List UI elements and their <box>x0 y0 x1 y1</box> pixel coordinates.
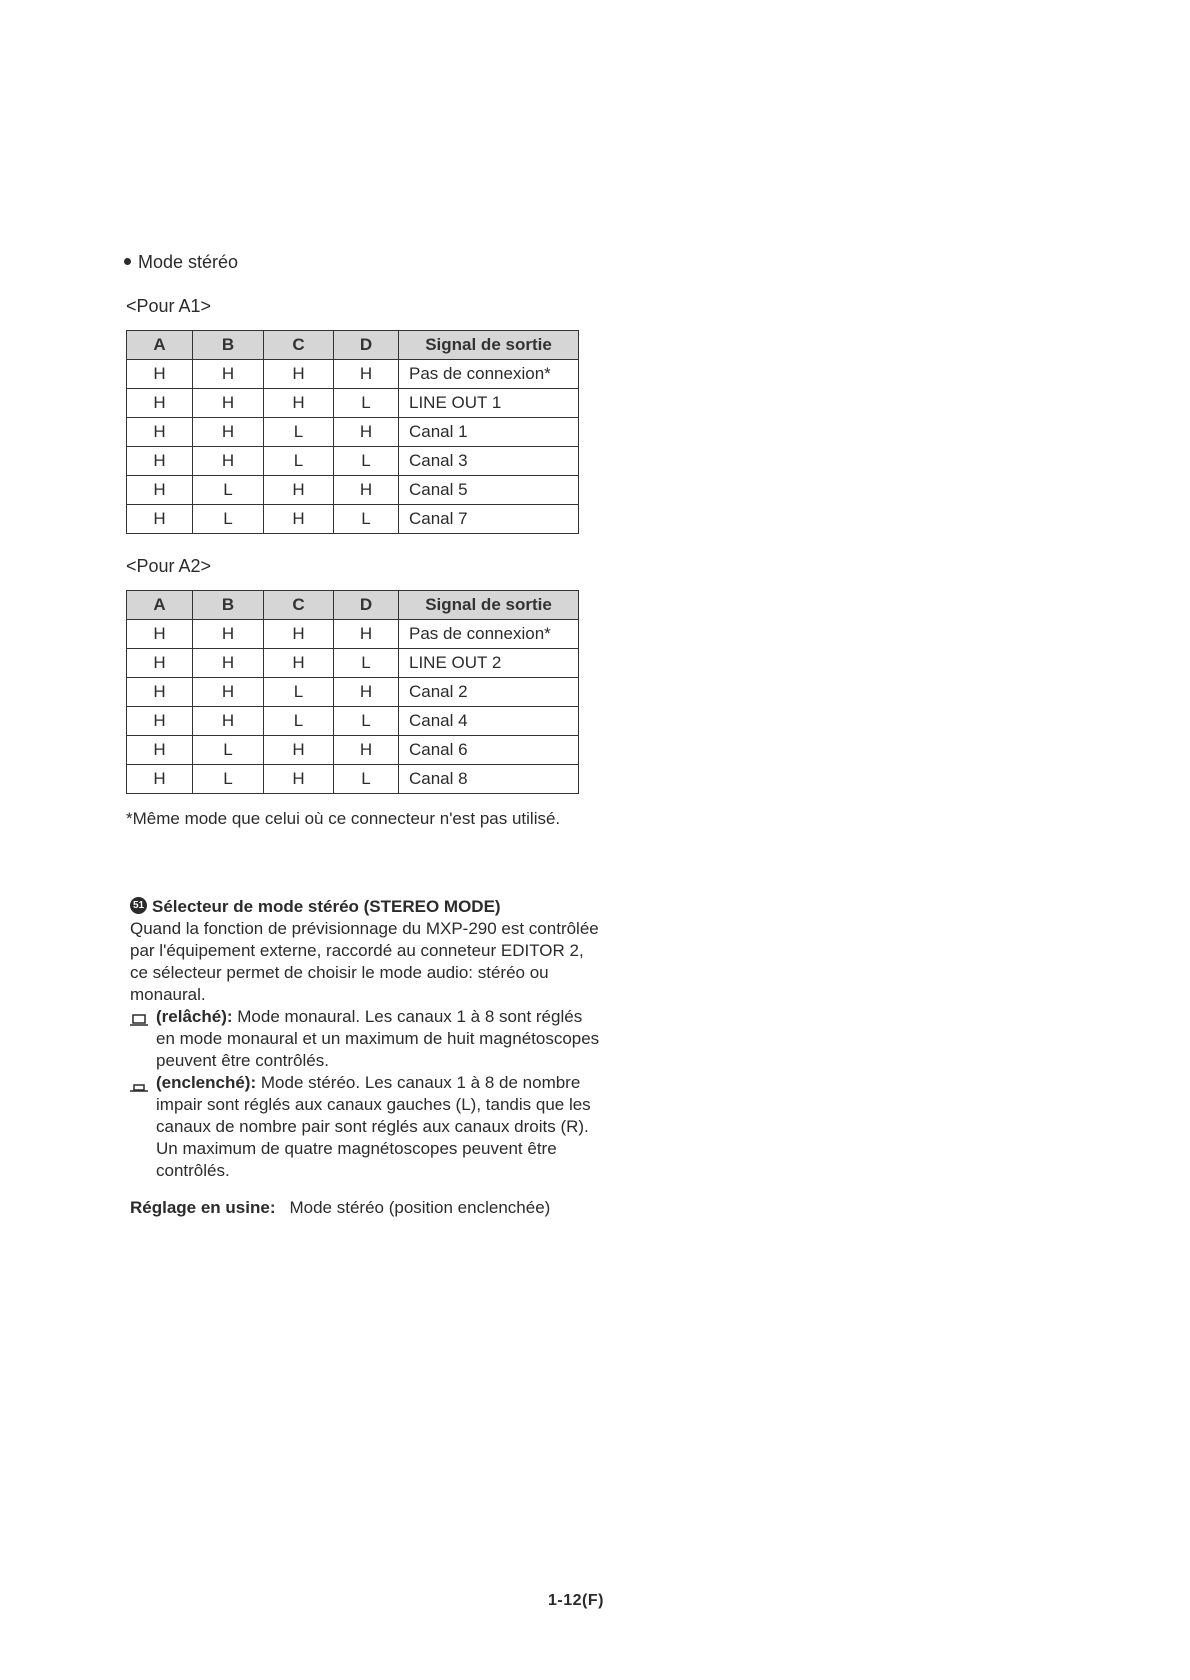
table-cell: L <box>193 505 264 534</box>
table-cell: Canal 7 <box>399 505 579 534</box>
table-cell: Canal 2 <box>399 678 579 707</box>
table-cell: H <box>193 418 264 447</box>
table-cell: H <box>127 505 193 534</box>
footnote: *Même mode que celui où ce connecteur n'est pas utilisé. <box>126 809 561 828</box>
table-a2 <box>126 590 579 794</box>
stereo-mode-section <box>130 896 600 1182</box>
table-a1 <box>126 330 579 534</box>
table-row <box>127 447 579 476</box>
table-cell: H <box>264 649 334 678</box>
option-released-text: Mode monaural. Les canaux 1 à 8 sont réglés en mode monaural et un maximum de huit magnétoscopes peuvent être contrôlés. <box>156 1007 600 1070</box>
factory-setting-value: Mode stéréo (position enclenchée) <box>289 1198 551 1217</box>
table-a2-caption: <Pour A2> <box>126 556 212 576</box>
column-header: D <box>334 591 399 620</box>
table-cell: H <box>334 736 399 765</box>
table-cell: H <box>334 678 399 707</box>
table-cell: H <box>334 418 399 447</box>
option-engaged <box>130 1072 600 1182</box>
switch-engaged-icon <box>130 1076 148 1098</box>
table-cell: H <box>264 620 334 649</box>
table-cell: Canal 8 <box>399 765 579 794</box>
table-cell: H <box>127 360 193 389</box>
table-cell: LINE OUT 1 <box>399 389 579 418</box>
table-row <box>127 736 579 765</box>
column-header: Signal de sortie <box>399 591 579 620</box>
table-cell: L <box>334 765 399 794</box>
table-row <box>127 649 579 678</box>
table-cell: L <box>334 447 399 476</box>
option-released <box>130 1006 600 1072</box>
table-cell: H <box>193 360 264 389</box>
table-cell: L <box>193 765 264 794</box>
table-cell: L <box>334 505 399 534</box>
bullet-icon <box>124 258 131 265</box>
page-number: 1-12(F) <box>548 1592 604 1609</box>
table-cell: Canal 6 <box>399 736 579 765</box>
table-cell: H <box>127 649 193 678</box>
table-cell: H <box>127 765 193 794</box>
table-cell: H <box>127 620 193 649</box>
factory-setting <box>130 1198 550 1218</box>
table-cell: L <box>264 447 334 476</box>
table-cell: L <box>193 476 264 505</box>
column-header: A <box>127 591 193 620</box>
table-cell: Canal 5 <box>399 476 579 505</box>
factory-setting-label: Réglage en usine: <box>130 1198 276 1217</box>
table-cell: H <box>334 476 399 505</box>
section-title <box>130 896 600 918</box>
table-cell: H <box>193 389 264 418</box>
table-cell: L <box>264 678 334 707</box>
table-cell: LINE OUT 2 <box>399 649 579 678</box>
table-cell: H <box>264 360 334 389</box>
table-row <box>127 707 579 736</box>
switch-released-icon <box>130 1010 148 1032</box>
section-title-text: Sélecteur de mode stéréo (STEREO MODE) <box>152 897 501 916</box>
table-row <box>127 476 579 505</box>
table-cell: L <box>193 736 264 765</box>
table-row <box>127 418 579 447</box>
option-engaged-text: Mode stéréo. Les canaux 1 à 8 de nombre impair sont réglés aux canaux gauches (L), tandis que les canaux de nombre pair sont réglés aux canaux droits (R). Un maximum de quatre magnétoscopes peuvent être contrôlés. <box>156 1073 591 1180</box>
table-cell: H <box>334 360 399 389</box>
table-cell: Canal 4 <box>399 707 579 736</box>
column-header: B <box>193 331 264 360</box>
table-cell: H <box>193 707 264 736</box>
column-header: A <box>127 331 193 360</box>
option-released-label: (relâché): <box>156 1007 233 1026</box>
table-cell: H <box>193 447 264 476</box>
table-cell: H <box>127 447 193 476</box>
item-number-badge: 51 <box>130 897 147 914</box>
table-cell: H <box>127 707 193 736</box>
table-cell: Canal 1 <box>399 418 579 447</box>
table-cell: L <box>334 707 399 736</box>
table-header-row <box>127 591 579 620</box>
table-cell: H <box>334 620 399 649</box>
table-cell: H <box>264 505 334 534</box>
table-cell: L <box>264 707 334 736</box>
table-row <box>127 765 579 794</box>
table-header-row <box>127 331 579 360</box>
column-header: D <box>334 331 399 360</box>
table-cell: L <box>264 418 334 447</box>
table-row <box>127 678 579 707</box>
table-row <box>127 389 579 418</box>
table-cell: L <box>334 649 399 678</box>
table-cell: H <box>193 678 264 707</box>
table-cell: H <box>264 476 334 505</box>
column-header: Signal de sortie <box>399 331 579 360</box>
table-row <box>127 505 579 534</box>
column-header: C <box>264 591 334 620</box>
table-cell: H <box>127 476 193 505</box>
table-cell: L <box>334 389 399 418</box>
table-row <box>127 360 579 389</box>
table-cell: Pas de connexion* <box>399 360 579 389</box>
table-cell: H <box>127 389 193 418</box>
section-heading <box>124 252 238 273</box>
table-cell: Canal 3 <box>399 447 579 476</box>
table-cell: H <box>264 736 334 765</box>
table-cell: H <box>264 389 334 418</box>
table-cell: H <box>127 736 193 765</box>
table-row <box>127 620 579 649</box>
column-header: C <box>264 331 334 360</box>
table-cell: H <box>193 649 264 678</box>
table-cell: H <box>127 418 193 447</box>
table-cell: Pas de connexion* <box>399 620 579 649</box>
column-header: B <box>193 591 264 620</box>
option-engaged-label: (enclenché): <box>156 1073 257 1092</box>
section-intro: Quand la fonction de prévisionnage du MXP-290 est contrôlée par l'équipement externe, raccordé au conneteur EDITOR 2, ce sélecteur permet de choisir le mode audio: stéréo ou monaural. <box>130 919 599 1004</box>
heading-text: Mode stéréo <box>138 252 239 272</box>
table-cell: H <box>193 620 264 649</box>
table-cell: H <box>127 678 193 707</box>
table-cell: H <box>264 765 334 794</box>
table-a1-caption: <Pour A1> <box>126 296 212 316</box>
